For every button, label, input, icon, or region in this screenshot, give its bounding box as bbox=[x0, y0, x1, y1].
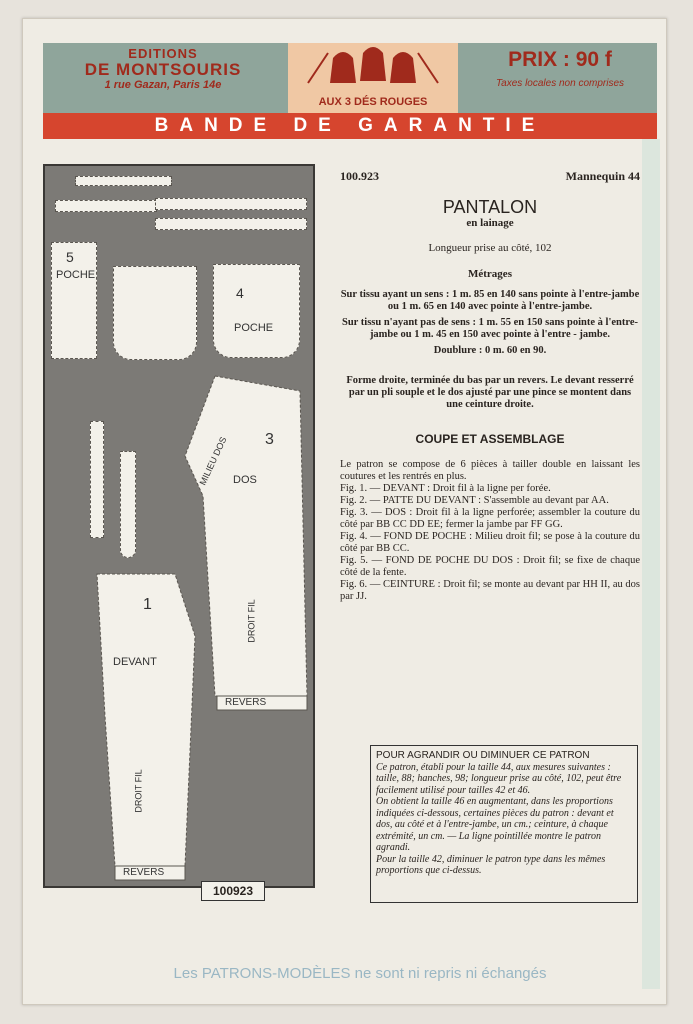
yardage-1: Sur tissu ayant un sens : 1 m. 85 en 140 sans pointe à l'entre-jambe ou 1 m. 65 en 140 avec pointe à l'entre-jambe. bbox=[340, 288, 640, 312]
price: PRIX : 90 f bbox=[508, 48, 612, 71]
pattern-size: Mannequin 44 bbox=[565, 169, 640, 183]
footer-note: Les PATRONS-MODÈLES ne sont ni repris ni échangés bbox=[173, 965, 547, 982]
fig-1: Fig. 1. — DEVANT : Droit fil à la ligne per forée. bbox=[340, 483, 551, 494]
front-grain-label: DROIT FIL bbox=[133, 769, 144, 813]
milieu-dos-label: MILIEU DOS bbox=[197, 435, 229, 487]
intro-text: Le patron se compose de 6 pièces à tailler double en laissant les coutures et les rentrés en plus. bbox=[340, 459, 640, 482]
publisher-line1: EDITIONS bbox=[128, 46, 198, 61]
price-block bbox=[463, 43, 657, 113]
back-label: DOS bbox=[233, 474, 257, 486]
resize-p2: On obtient la taille 46 en augmentant, dans les proportions indiquées ci-dessous, certaines pièces du patron : devant et dos, au côté et à l'entre-jambe, un cm.; ceinture, à chaque extrémité, un cm. — La ligne pointillée montre le patron agrandi. bbox=[376, 796, 614, 853]
description: Forme droite, terminée du bas par un revers. Le devant resserré par un pli souple et le dos ajusté par une pince se montent dans une ceinture droite. bbox=[346, 374, 634, 410]
front-revers-label: REVERS bbox=[123, 867, 165, 878]
fig-2: Fig. 2. — PATTE DU DEVANT : S'assemble au devant par AA. bbox=[340, 495, 609, 506]
publisher-name: DE MONTSOURIS bbox=[84, 60, 242, 79]
length-note: Longueur prise au côté, 102 bbox=[428, 241, 552, 254]
front-label: DEVANT bbox=[113, 656, 157, 668]
page-title: PANTALON bbox=[442, 196, 538, 217]
price-note: Taxes locales non comprises bbox=[495, 78, 625, 89]
yardage-2: Sur tissu n'ayant pas de sens : 1 m. 55 en 150 sans pointe à l'entre-jambe ou 1 m. 45 en 150 avec pointe à l'entre - jambe. bbox=[342, 316, 638, 340]
subtitle: en lainage bbox=[466, 217, 514, 229]
publisher-block bbox=[43, 43, 283, 113]
resize-p3: Pour la taille 42, diminuer le patron type dans les mêmes proportions que ci-dessus. bbox=[376, 853, 606, 876]
yardage-3: Doublure : 0 m. 60 en 90. bbox=[433, 344, 547, 356]
fig-5: Fig. 5. — FOND DE POCHE DU DOS : Droit fil; se fixe de chaque côté de la fente. bbox=[340, 555, 640, 578]
pocket-4-piece: 4 POCHE bbox=[213, 264, 300, 358]
fig-4: Fig. 4. — FOND DE POCHE : Milieu droit fil; se pose à la couture du côté par BB CC. bbox=[340, 531, 640, 554]
pattern-number-stamp: 100923 bbox=[201, 881, 265, 901]
publisher-address: 1 rue Gazan, Paris 14e bbox=[104, 79, 222, 91]
pattern-layout-diagram bbox=[43, 164, 315, 888]
resize-heading: POUR AGRANDIR OU DIMINUER CE PATRON bbox=[376, 750, 590, 761]
front-number: 1 bbox=[143, 596, 152, 613]
back-piece bbox=[185, 376, 307, 696]
pattern-ref: 100.923 bbox=[340, 169, 379, 183]
resize-box bbox=[370, 745, 638, 903]
fig-6: Fig. 6. — CEINTURE : Droit fil; se monte au devant par HH II, au dos par JJ. bbox=[340, 579, 640, 602]
brand-text: AUX 3 DÉS ROUGES bbox=[318, 96, 428, 108]
back-grain-label: DROIT FIL bbox=[246, 599, 257, 643]
instructions-column bbox=[340, 170, 640, 603]
thimbles-icon bbox=[288, 43, 458, 93]
section-heading: COUPE ET ASSEMBLAGE bbox=[415, 431, 565, 446]
guarantee-band: BANDE DE GARANTIE bbox=[43, 113, 657, 139]
front-piece bbox=[97, 574, 195, 866]
fig-3: Fig. 3. — DOS : Droit fil à la ligne perforée; assembler la couture du côté par BB CC DD EE; fermer la jambe par FF GG. bbox=[340, 507, 640, 530]
header-banner bbox=[43, 43, 657, 113]
trouser-pieces-svg bbox=[45, 166, 313, 886]
back-number: 3 bbox=[265, 431, 274, 448]
resize-p1: Ce patron, établi pour la taille 44, aux mesures suivantes : taille, 88; hanches, 98; longueur prise au côté, 102, peut être facilement utilisé pour tailles 42 et 46. bbox=[376, 761, 622, 796]
pocket-5-piece: 5 POCHE bbox=[51, 242, 97, 359]
back-revers-label: REVERS bbox=[225, 697, 267, 708]
brand-logo bbox=[288, 43, 458, 113]
metrages-heading: Métrages bbox=[468, 268, 512, 280]
